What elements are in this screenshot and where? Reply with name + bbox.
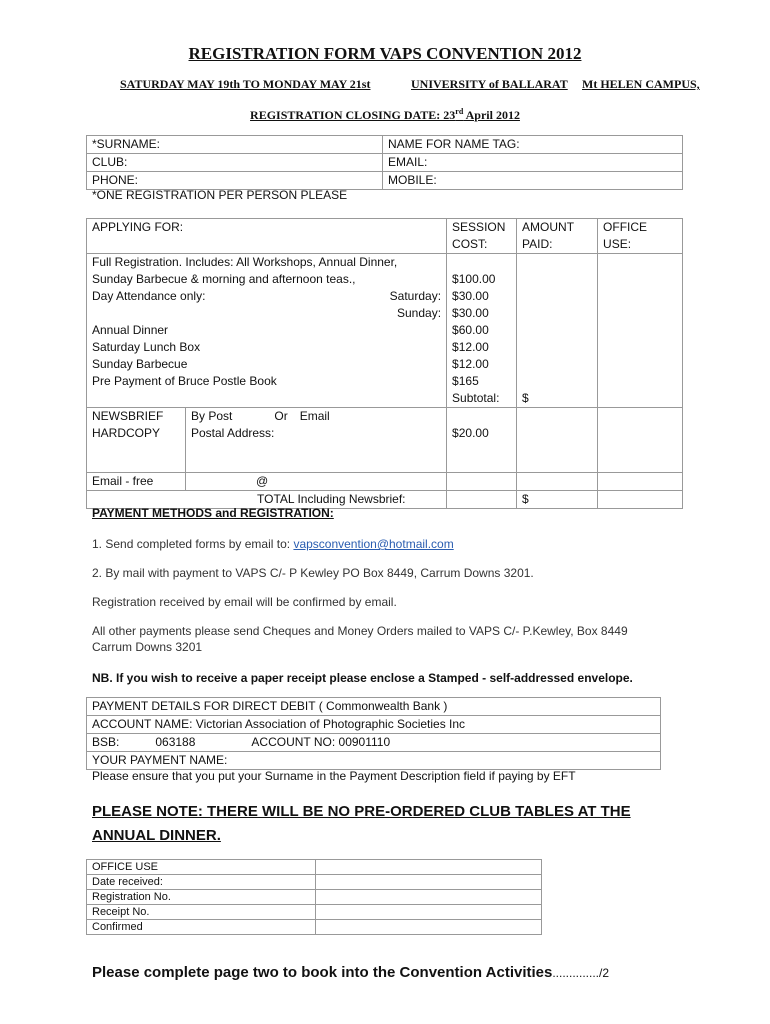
venue: UNIVERSITY of BALLARAT — [411, 77, 568, 91]
phone-field[interactable]: PHONE: — [87, 172, 383, 190]
your-payment-name-field[interactable]: YOUR PAYMENT NAME: — [87, 752, 661, 770]
please-note-heading: PLEASE NOTE: THERE WILL BE NO PRE-ORDERED CLUB TABLES AT THE ANNUAL DINNER. — [92, 803, 631, 844]
email-address-field[interactable]: @ — [186, 473, 447, 491]
session-cost-header: SESSION COST: — [447, 219, 517, 254]
applying-for-header: APPLYING FOR: — [87, 219, 447, 254]
by-post-option[interactable]: By Post — [191, 409, 233, 423]
direct-debit-heading: PAYMENT DETAILS FOR DIRECT DEBIT ( Commonwealth Bank ) — [87, 698, 661, 716]
account-name: ACCOUNT NAME: Victorian Association of Photographic Societies Inc — [87, 716, 661, 734]
payment-methods-heading: PAYMENT METHODS and REGISTRATION: — [92, 506, 334, 520]
name-tag-field[interactable]: NAME FOR NAME TAG: — [383, 136, 683, 154]
email-option[interactable]: Email — [299, 409, 330, 423]
confirmed-field[interactable] — [316, 920, 542, 935]
hardcopy-label: HARDCOPY — [87, 425, 186, 473]
bsb-account-row: BSB: 063188 ACCOUNT NO: 00901110 — [87, 734, 661, 752]
day-attendance-label: Day Attendance only: Saturday: — [87, 288, 447, 305]
payment-method-1: 1. Send completed forms by email to: vapsconvention@hotmail.com — [92, 537, 454, 551]
total-amount[interactable]: $ — [517, 491, 598, 509]
hardcopy-cost: $20.00 — [447, 425, 517, 473]
office-use-table — [86, 859, 542, 935]
confirmation-note: Registration received by email will be confirmed by email. — [92, 595, 397, 609]
campus: Mt HELEN CAMPUS, — [582, 77, 700, 91]
date-received-field[interactable] — [316, 875, 542, 890]
personal-details-table — [86, 135, 683, 190]
barbecue-cost: $12.00 — [447, 356, 517, 373]
email-field[interactable]: EMAIL: — [383, 154, 683, 172]
convention-dates: SATURDAY MAY 19th TO MONDAY MAY 21st — [120, 77, 371, 91]
amount-input[interactable] — [517, 373, 598, 390]
convention-email-link[interactable]: vapsconvention@hotmail.com — [293, 537, 454, 551]
amount-input[interactable] — [517, 254, 598, 289]
amount-paid-header: AMOUNT PAID: — [517, 219, 598, 254]
sunday-cost: $30.00 — [447, 305, 517, 322]
receipt-no-label: Receipt No. — [87, 905, 316, 920]
mobile-field[interactable]: MOBILE: — [383, 172, 683, 190]
club-field[interactable]: CLUB: — [87, 154, 383, 172]
saturday-cost: $30.00 — [447, 288, 517, 305]
bsb-number: 063188 — [155, 735, 196, 749]
eft-surname-note: Please ensure that you put your Surname in the Payment Description field if paying by EFT — [92, 769, 576, 783]
direct-debit-table — [86, 697, 661, 770]
book-cost: $165 — [447, 373, 517, 390]
lunch-box-cost: $12.00 — [447, 339, 517, 356]
sunday-label: Sunday: — [87, 305, 447, 322]
barbecue-label: Sunday Barbecue — [87, 356, 447, 373]
surname-field[interactable]: *SURNAME: — [87, 136, 383, 154]
subtotal-amount[interactable]: $ — [517, 390, 598, 408]
receipt-no-field[interactable] — [316, 905, 542, 920]
amount-input[interactable] — [517, 425, 598, 473]
date-received-label: Date received: — [87, 875, 316, 890]
amount-input[interactable] — [517, 356, 598, 373]
closing-date: REGISTRATION CLOSING DATE: 23rd April 2012 — [250, 107, 520, 122]
other-payments-note: All other payments please send Cheques and Money Orders mailed to VAPS C/- P.Kewley, Box 8449 Carrum Downs 3201 — [92, 624, 628, 654]
payment-method-2: 2. By mail with payment to VAPS C/- P Kewley PO Box 8449, Carrum Downs 3201. — [92, 566, 534, 580]
amount-input[interactable] — [517, 288, 598, 305]
registration-no-field[interactable] — [316, 890, 542, 905]
account-number: ACCOUNT NO: 00901110 — [251, 735, 391, 749]
amount-input[interactable] — [517, 322, 598, 339]
annual-dinner-cost: $60.00 — [447, 322, 517, 339]
lunch-box-label: Saturday Lunch Box — [87, 339, 447, 356]
office-use-label: OFFICE USE — [87, 860, 316, 875]
annual-dinner-label: Annual Dinner — [87, 322, 447, 339]
one-registration-note: *ONE REGISTRATION PER PERSON PLEASE — [92, 188, 348, 202]
total-label: TOTAL Including Newsbrief: — [87, 491, 447, 509]
postal-address-field[interactable]: Postal Address: — [186, 425, 447, 473]
registration-no-label: Registration No. — [87, 890, 316, 905]
nb-receipt-note: NB. If you wish to receive a paper receipt please enclose a Stamped - self-addressed envelope. — [92, 671, 633, 685]
book-label: Pre Payment of Bruce Postle Book — [87, 373, 447, 390]
fees-table — [86, 218, 683, 509]
form-title: REGISTRATION FORM VAPS CONVENTION 2012 — [188, 44, 582, 63]
amount-input[interactable] — [517, 339, 598, 356]
newsbrief-label: NEWSBRIEF — [87, 408, 186, 426]
amount-input[interactable] — [517, 305, 598, 322]
newsbrief-options: By Post Or Email — [186, 408, 447, 426]
confirmed-label: Confirmed — [87, 920, 316, 935]
full-registration-cost: $100.00 — [447, 254, 517, 289]
page-two-note: Please complete page two to book into the Convention Activities............../2 — [92, 964, 610, 981]
full-registration-label: Full Registration. Includes: All Workshops, Annual Dinner, Sunday Barbecue & morning and afternoon teas., — [87, 254, 447, 289]
email-free-label: Email - free — [87, 473, 186, 491]
subtotal-label: Subtotal: — [447, 390, 517, 408]
office-use-header: OFFICE USE: — [598, 219, 683, 254]
